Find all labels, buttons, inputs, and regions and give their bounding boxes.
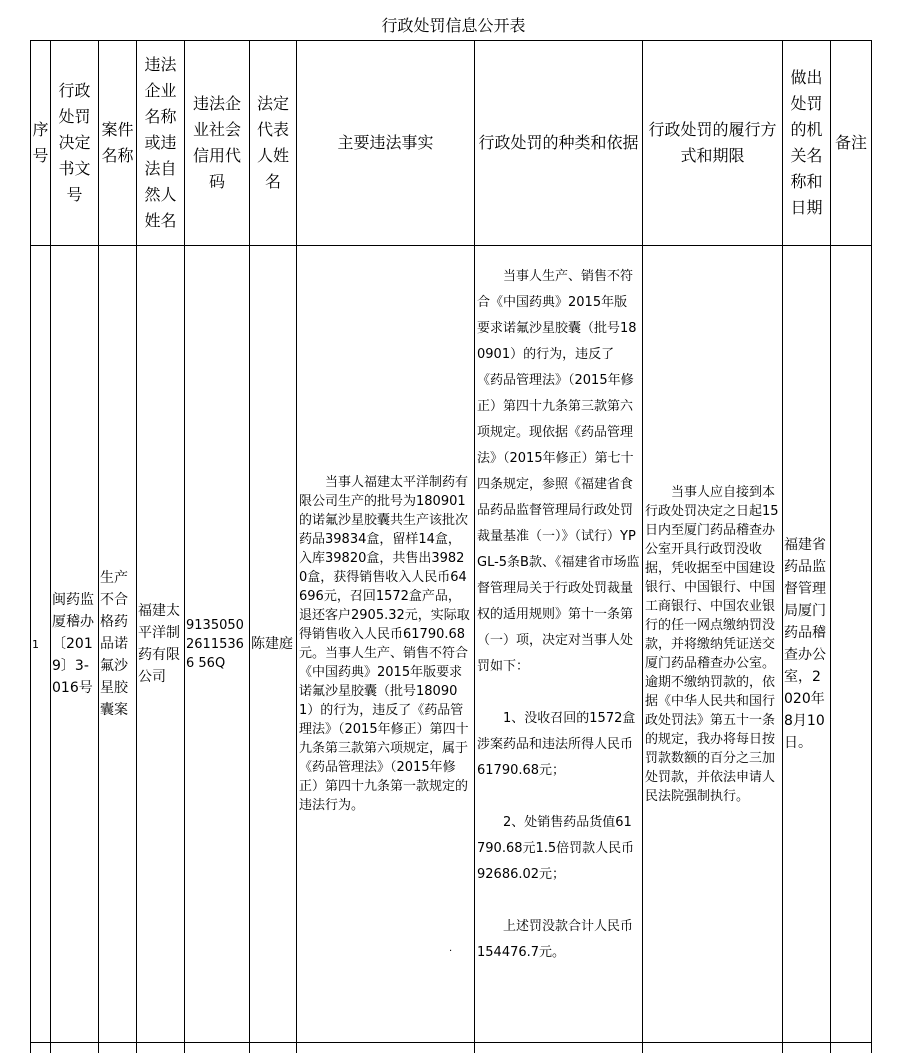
cell-remark <box>831 246 872 1043</box>
header-doc-no: 行政处罚决定书文号 <box>51 41 99 246</box>
table-row <box>31 246 872 1043</box>
header-party: 违法企业名称或违法自然人姓名 <box>137 41 185 246</box>
facts-text: 当事人福建太平洋制药有限公司生产的批号为180901的诺氟沙星胶囊共生产该批次药品39834盒，留样14盒，入库39820盒，共售出39820盒，获得销售收入人民币64696元，召回1572盒产品，退还客户2905.32元，实际取得销售收入人民币61790.68元。当事人生产、销售不符合《中国药典》2015年版要求诺氟沙星胶囊（批号180901）的行为，违反了《药品管理法》（2015年修正）第四十九条第三款第六项规定，属于《药品管理法》（2015年修正）第四十九条第一款规定的违法行为。 <box>299 473 472 815</box>
header-row <box>31 41 872 246</box>
penalty-basis: 当事人生产、销售不符合《中国药典》2015年版要求诺氟沙星胶囊（批号180901）的行为，违反了《药品管理法》（2015年修正）第四十九条第三款第六项规定。现依据《药品管理法》（2015年修正）第七十四条规定，参照《福建省食品药品监督管理局行政处罚裁量基准（一）》（试行）YPGL-5条B款、《福建省市场监督管理局关于行政处罚裁量权的适用规则》第十一条第（一）项，决定对当事人处罚如下： <box>477 264 640 680</box>
execution-text: 当事人应自接到本行政处罚决定之日起15日内至厦门药品稽查办公室开具行政罚没收据，凭收据至中国建设银行、中国银行、中国工商银行、中国农业银行的任一网点缴纳罚没款，并将缴纳凭证送交厦门药品稽查办公室。逾期不缴纳罚款的，依据《中华人民共和国行政处罚法》第五十一条的规定，我办将每日按罚款数额的百分之三加处罚款，并依法申请人民法院强制执行。 <box>645 483 780 806</box>
penalty-info-table <box>30 40 872 1053</box>
cell-execution <box>643 246 783 1043</box>
header-legal-rep: 法定代表人姓名 <box>250 41 297 246</box>
stray-dot: . <box>449 943 452 954</box>
header-credit-code: 违法企业社会信用代码 <box>185 41 250 246</box>
cell-seq: 1 <box>31 246 51 1043</box>
table-row-next <box>31 1043 872 1053</box>
cell-case-name: 生产不合格药品诺氟沙星胶囊案 <box>99 246 137 1043</box>
penalty-item-1: 1、没收召回的1572盒涉案药品和违法所得人民币61790.68元； <box>477 706 640 784</box>
header-seq: 序号 <box>31 41 51 246</box>
cell-facts <box>297 246 475 1043</box>
cell-doc-no: 闽药监厦稽办〔2019〕3-016号 <box>51 246 99 1043</box>
page-title: 行政处罚信息公开表 <box>0 16 907 36</box>
cell-penalty <box>475 246 643 1043</box>
penalty-total: 上述罚没款合计人民币154476.7元。 <box>477 914 640 966</box>
cell-legal-rep: 陈建庭 <box>250 246 297 1043</box>
header-penalty: 行政处罚的种类和依据 <box>475 41 643 246</box>
header-remark: 备注 <box>831 41 872 246</box>
penalty-item-2: 2、处销售药品货值61790.68元1.5倍罚款人民币92686.02元； <box>477 810 640 888</box>
header-execution: 行政处罚的履行方式和期限 <box>643 41 783 246</box>
cell-authority: 福建省药品监督管理局厦门药品稽查办公室，2020年8月10日。 <box>783 246 831 1043</box>
header-case-name: 案件名称 <box>99 41 137 246</box>
cell-credit-code: 913505026115366 56Q <box>185 246 250 1043</box>
header-authority: 做出处罚的机关名称和日期 <box>783 41 831 246</box>
cell-party: 福建太平洋制药有限公司 <box>137 246 185 1043</box>
header-facts: 主要违法事实 <box>297 41 475 246</box>
